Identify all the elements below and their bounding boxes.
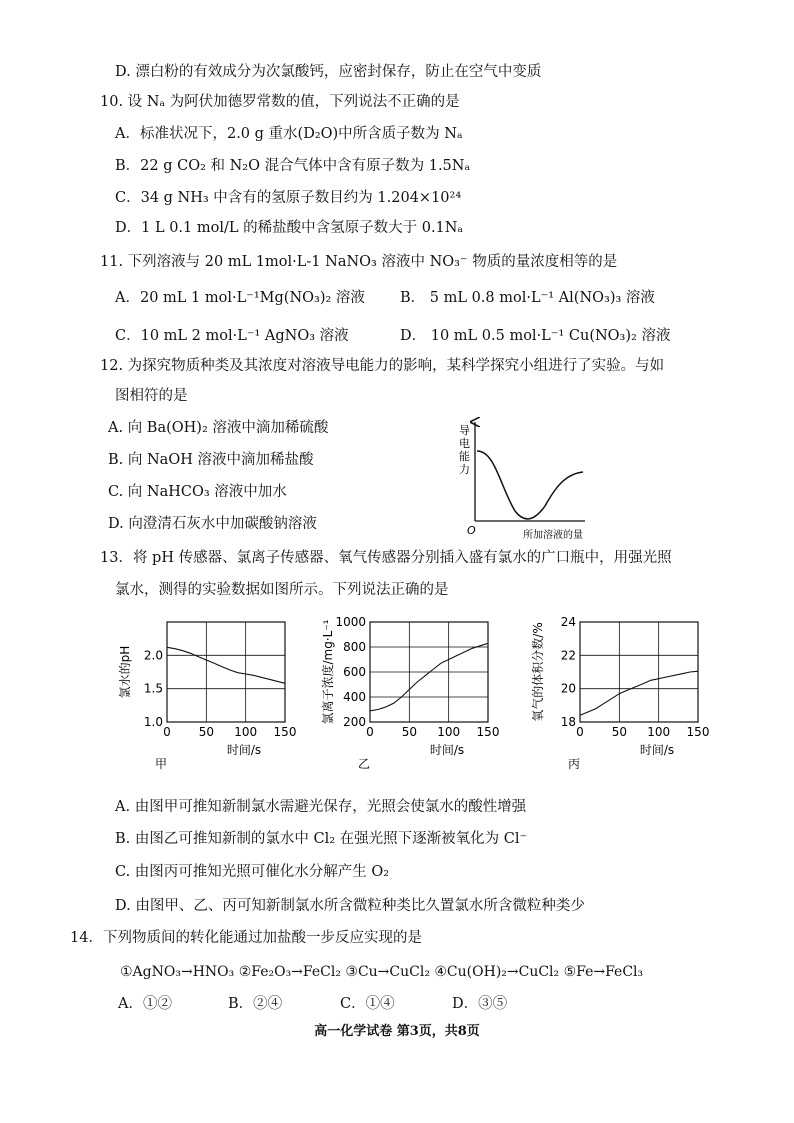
q14-option-c: C．①④ (340, 996, 395, 1012)
x-tick-label: 100 (647, 725, 671, 739)
q12-xlabel: 所加溶液的量 (523, 530, 583, 541)
q14-option-b: B．②④ (228, 996, 283, 1012)
q10-option-c: C．34 g NH₃ 中含有的氢原子数目约为 1.204×10²⁴ (115, 190, 462, 206)
y-tick-label: 2.0 (143, 648, 163, 663)
q11-option-a: A．20 mL 1 mol·L⁻¹Mg(NO₃)₂ 溶液 (115, 290, 365, 306)
q13-option-b: B. 由图乙可推知新制的氯水中 Cl₂ 在强光照下逐渐被氧化为 Cl⁻ (115, 831, 528, 847)
q11-option-d: D． 10 mL 0.5 mol·L⁻¹ Cu(NO₃)₂ 溶液 (400, 328, 671, 344)
chart-bing (528, 610, 728, 790)
y-tick-label: 800 (343, 640, 366, 654)
chart-title: 乙 (357, 757, 371, 771)
x-tick-label: 50 (611, 725, 627, 739)
series-line (370, 643, 488, 711)
y-tick-label: 18 (560, 715, 576, 729)
y-tick-label: 1000 (335, 615, 366, 629)
q12-stem-line1: 12. 为探究物质种类及其浓度对溶液导电能力的影响，某科学探究小组进行了实验。与如 (100, 358, 665, 374)
chart-title: 甲 (154, 757, 168, 771)
q12-ylabel-char-4: 力 (459, 463, 470, 476)
y-tick-label: 24 (560, 615, 576, 629)
chart-yi (318, 610, 518, 790)
q13-stem-line2: 氯水，测得的实验数据如图所示。下列说法正确的是 (115, 582, 449, 598)
q10-option-d: D．1 L 0.1 mol/L 的稀盐酸中含氢原子数大于 0.1Nₐ (115, 220, 464, 236)
x-tick-label: 100 (437, 725, 461, 739)
y-tick-label: 400 (343, 690, 366, 704)
y-tick-label: 1.5 (143, 681, 163, 696)
x-tick-label: 0 (163, 725, 171, 739)
series-line (167, 647, 285, 683)
q12-conductivity-graph (455, 416, 615, 546)
y-tick-label: 20 (560, 681, 576, 696)
chart-title: 丙 (567, 757, 581, 771)
x-tick-label: 150 (273, 725, 297, 739)
x-tick-label: 150 (686, 725, 710, 739)
q12-ylabel-char-2: 电 (459, 437, 470, 450)
q12-option-a: A. 向 Ba(OH)₂ 溶液中滴加稀硫酸 (108, 420, 329, 436)
plot-frame (167, 622, 285, 722)
y-tick-label: 600 (343, 665, 366, 679)
q14-option-a: A．①② (118, 996, 172, 1012)
q13-option-c: C. 由图丙可推知光照可催化水分解产生 O₂ (115, 864, 390, 880)
y-axis-label: 氧气的体积分数/% (531, 622, 545, 722)
series-line (580, 671, 698, 715)
chart-jia (115, 610, 315, 790)
y-tick-label: 200 (343, 715, 366, 729)
q12-curve (477, 451, 583, 519)
q12-ylabel-char-3: 能 (459, 450, 470, 463)
q12-option-d: D. 向澄清石灰水中加碳酸钠溶液 (108, 516, 317, 532)
q11-option-b: B． 5 mL 0.8 mol·L⁻¹ Al(NO₃)₃ 溶液 (400, 290, 655, 306)
q10-stem: 10. 设 Nₐ 为阿伏加德罗常数的值，下列说法不正确的是 (100, 94, 460, 110)
y-tick-label: 1.0 (143, 715, 163, 729)
q13-stem-line1: 13．将 pH 传感器、氯离子传感器、氧气传感器分别插入盛有氯水的广口瓶中，用强光照 (100, 550, 672, 566)
q14-stem: 14．下列物质间的转化能通过加盐酸一步反应实现的是 (70, 930, 422, 946)
x-tick-label: 100 (234, 725, 258, 739)
q14-items: ①AgNO₃→HNO₃ ②Fe₂O₃→FeCl₂ ③Cu→CuCl₂ ④Cu(OH)₂→CuCl₂ ⑤Fe→FeCl₃ (120, 964, 644, 980)
q13-option-a: A. 由图甲可推知新制氯水需避光保存，光照会使氯水的酸性增强 (115, 799, 527, 815)
q12-origin-label: O (467, 524, 476, 537)
q10-option-b: B．22 g CO₂ 和 N₂O 混合气体中含有原子数为 1.5Nₐ (115, 158, 471, 174)
x-tick-label: 50 (198, 725, 214, 739)
x-axis-label: 时间/s (639, 743, 675, 757)
page-footer: 高一化学试卷 第3页，共8页 (314, 1024, 480, 1039)
q12-option-b: B. 向 NaOH 溶液中滴加稀盐酸 (108, 452, 314, 468)
y-axis-label: 氯离子浓度/mg·L⁻¹ (321, 619, 335, 725)
x-axis-label: 时间/s (429, 743, 465, 757)
x-tick-label: 0 (366, 725, 374, 739)
q12-ylabel-char-1: 导 (459, 424, 470, 437)
q10-option-a: A．标准状况下，2.0 g 重水(D₂O)中所含质子数为 Nₐ (115, 126, 463, 142)
y-tick-label: 22 (560, 648, 576, 663)
q9-option-d: D. 漂白粉的有效成分为次氯酸钙，应密封保存，防止在空气中变质 (115, 64, 542, 80)
q13-option-d: D. 由图甲、乙、丙可知新制氯水所含微粒种类比久置氯水所含微粒种类少 (115, 898, 585, 914)
y-axis-label: 氯水的pH (118, 645, 132, 699)
x-tick-label: 0 (576, 725, 584, 739)
q11-stem: 11. 下列溶液与 20 mL 1mol·L-1 NaNO₃ 溶液中 NO₃⁻ 物质的量浓度相等的是 (100, 254, 618, 270)
x-tick-label: 150 (476, 725, 500, 739)
q12-ylabel (459, 424, 470, 476)
q12-stem-line2: 图相符的是 (115, 388, 188, 404)
q11-option-c: C．10 mL 2 mol·L⁻¹ AgNO₃ 溶液 (115, 328, 349, 344)
q12-option-c: C. 向 NaHCO₃ 溶液中加水 (108, 484, 287, 500)
q14-option-d: D．③⑤ (452, 996, 508, 1012)
x-tick-label: 50 (401, 725, 417, 739)
x-axis-label: 时间/s (226, 743, 262, 757)
